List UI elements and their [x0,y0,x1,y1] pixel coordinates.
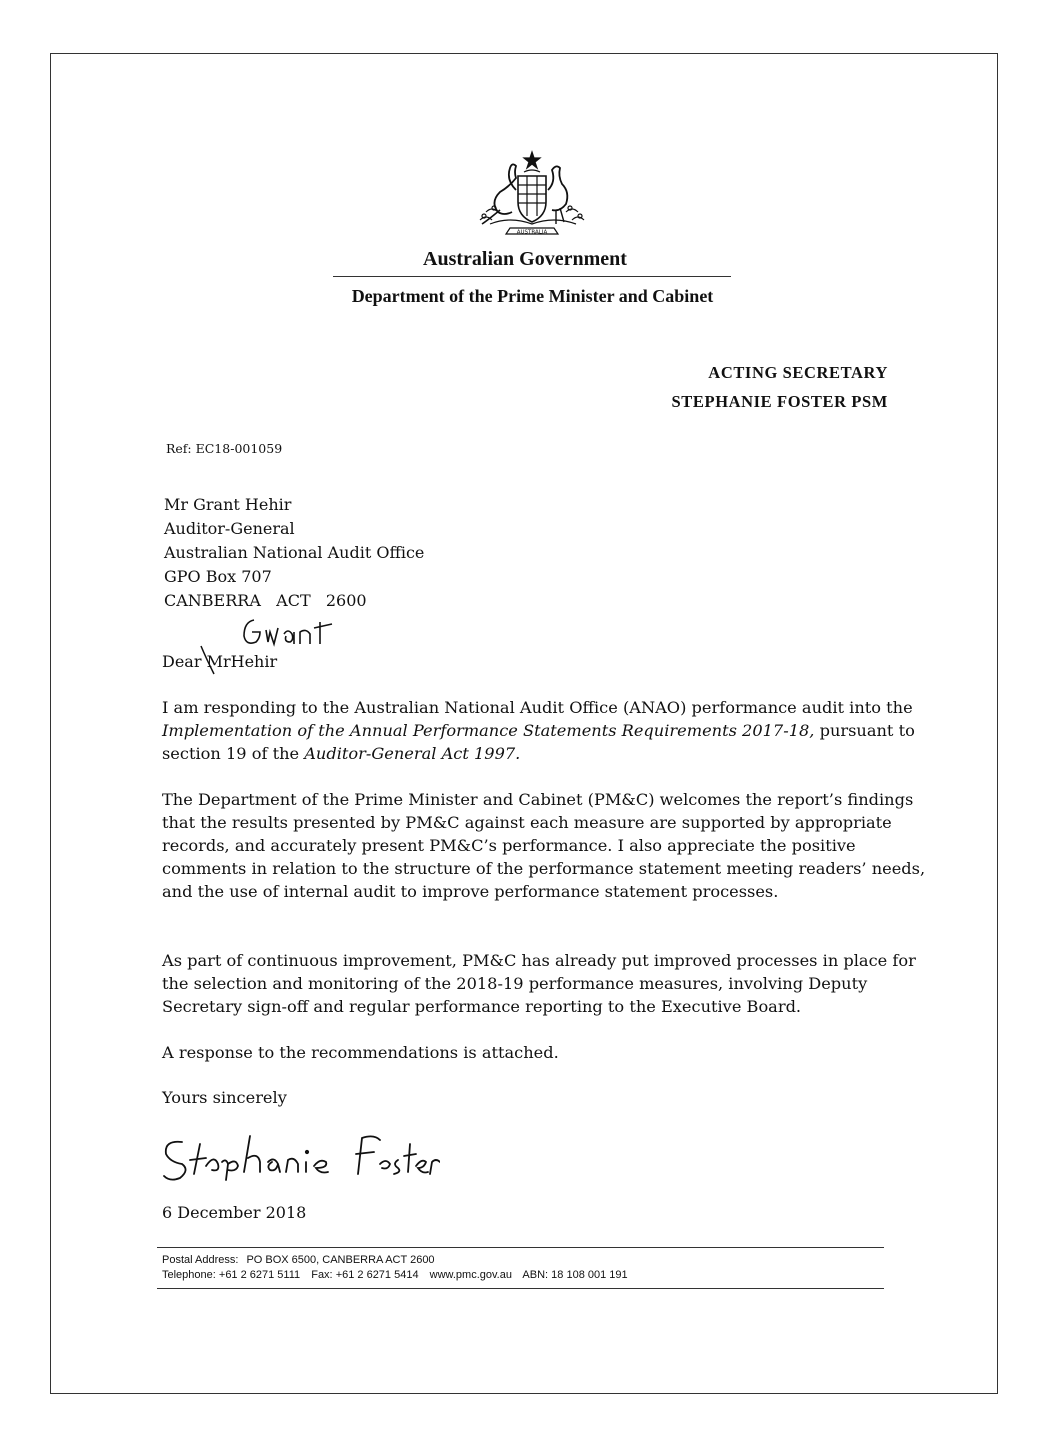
sender-name: STEPHANIE FOSTER PSM [671,392,888,411]
reference-number: Ref: EC18-001059 [166,441,283,456]
postal-value: PO BOX 6500, CANBERRA ACT 2600 [246,1254,435,1266]
letter-date: 6 December 2018 [162,1203,307,1222]
salutation-prefix: Dear Mr [162,652,231,671]
salutation [162,652,277,671]
recipient-line: GPO Box 707 [164,567,272,586]
correction-stroke [198,644,218,678]
paragraph-text: A response to the recommendations is attached. [162,1043,559,1062]
government-title: Australian Government [423,248,627,270]
paragraph-text: Yours sincerely [162,1088,287,1107]
paragraph-text: I am responding to the Australian National Audit Office (ANAO) performance audit into the [162,698,913,717]
footer-contact-line [162,1268,628,1283]
telephone-label: Telephone: [162,1269,216,1281]
recipient-line: Auditor-General [164,519,295,538]
body-paragraph [162,788,932,903]
fax-value: +61 2 6271 5414 [335,1269,419,1281]
website-link[interactable]: www.pmc.gov.au [429,1269,512,1281]
recipient-address [164,493,424,613]
sender-block [672,358,888,416]
paragraph-italic: Auditor-General Act 1997. [304,744,521,763]
paragraph-text: As part of continuous improvement, PM&C has already put improved processes in place for the selection and monitoring of the 2018-19 performance measures, involving Deputy Secretary sign-off and regular performance reporting to the Executive Board. [162,951,916,1016]
handwritten-signature [160,1130,440,1190]
paragraph-text: The Department of the Prime Minister and Cabinet (PM&C) welcomes the report’s findings that the results presented by PM&C against each measure are supported by appropriate records, and accurately present PM&C’s performance. I also appreciate the positive comments in relation to the structure of the performance statement meeting readers’ needs, and the use of internal audit to improve performance statement processes. [162,790,926,901]
recipient-line: Mr Grant Hehir [164,495,292,514]
coat-of-arms-icon [470,150,595,245]
crest-scroll-text: AUSTRALIA [516,229,548,236]
sender-title: ACTING SECRETARY [708,363,888,382]
telephone-value: +61 2 6271 5111 [218,1269,301,1281]
footer-postal-line [162,1253,628,1268]
letterhead-divider [333,276,731,277]
abn-value: 18 108 001 191 [551,1269,628,1281]
abn-label: ABN: [522,1269,549,1281]
salutation-name: Hehir [230,652,278,671]
recipient-line: CANBERRA ACT 2600 [164,591,367,610]
department-title: Department of the Prime Minister and Cabinet [351,286,714,306]
postal-label: Postal Address: [162,1254,239,1266]
paragraph-italic: Implementation of the Annual Performance Statements Requirements 2017-18, [162,721,815,740]
body-paragraph [162,949,932,1018]
recipient-line: Australian National Audit Office [164,543,425,562]
handwritten-grant [240,610,340,650]
paragraph-text: pursuant to section 19 of the [162,721,915,763]
footer [162,1253,628,1283]
footer-divider [157,1247,884,1248]
fax-label: Fax: [311,1269,333,1281]
footer-divider [157,1288,884,1289]
body-paragraph [162,696,932,765]
body-paragraph [162,1041,932,1064]
closing [162,1086,932,1109]
